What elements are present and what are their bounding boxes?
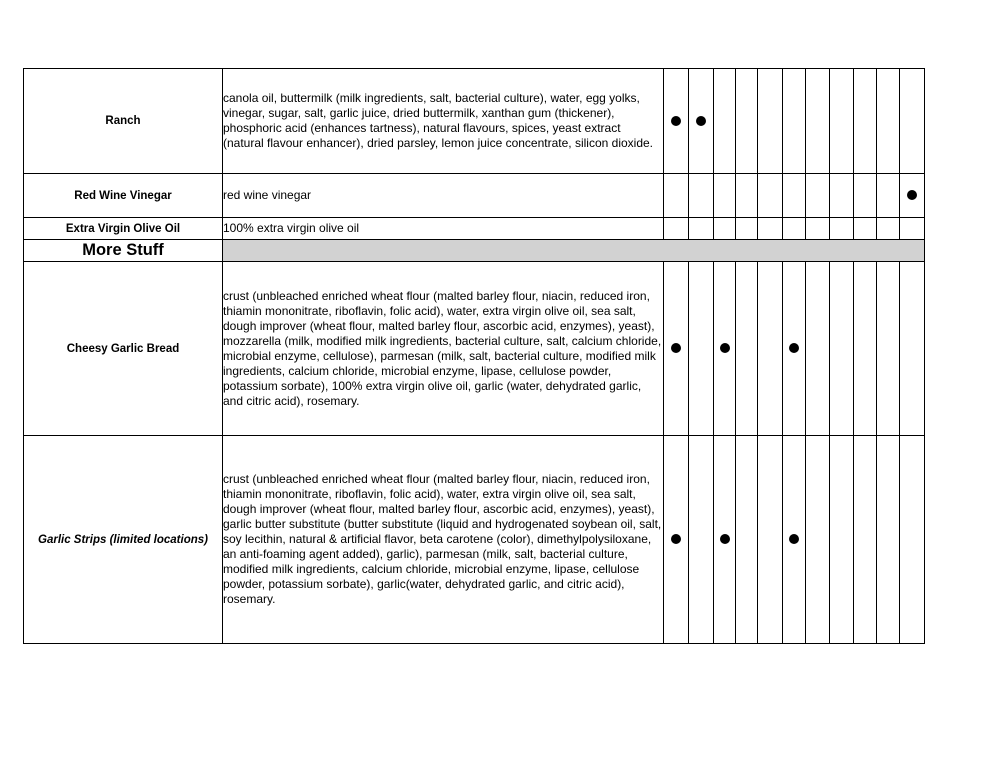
allergen-cell <box>900 69 925 174</box>
allergen-cell <box>689 218 714 240</box>
allergen-cell <box>664 174 689 218</box>
allergen-cell <box>664 69 689 174</box>
allergen-dot-icon <box>671 343 681 353</box>
allergen-cell <box>900 218 925 240</box>
item-name: Extra Virgin Olive Oil <box>24 218 223 240</box>
allergen-dot-icon <box>696 116 706 126</box>
allergen-cell <box>783 174 806 218</box>
item-name: Red Wine Vinegar <box>24 174 223 218</box>
section-header-row <box>24 240 925 262</box>
item-ingredients: crust (unbleached enriched wheat flour (malted barley flour, niacin, reduced iron, thiamin mononitrate, riboflavin, folic acid), water, extra virgin olive oil, sea salt, dough improver (wheat flour, malted barley flour, ascorbic acid, enzymes), yeast), garlic butter substitute (butter substitute (liquid and hydrogenated soybean oil, salt, soy lecithin, natural & artificial flavor, beta carotene (color), dimethylpolysiloxane, an anti-foaming agent added), garlic), parmesan (milk, salt, bacterial culture, modified milk ingredients, calcium chloride, microbial enzyme, lipase, cellulose powder, potassium sorbate), garlic(water, dehydrated garlic, and citric acid), rosemary. <box>223 436 664 644</box>
allergen-cell <box>664 436 689 644</box>
allergen-dot-icon <box>671 534 681 544</box>
allergen-cell <box>854 69 877 174</box>
allergen-cell <box>736 174 758 218</box>
allergen-cell <box>854 174 877 218</box>
allergen-dot-icon <box>789 534 799 544</box>
allergen-cell <box>854 218 877 240</box>
allergen-dot-icon <box>907 190 917 200</box>
item-ingredients: canola oil, buttermilk (milk ingredients, salt, bacterial culture), water, egg yolks, vinegar, sugar, salt, garlic juice, dried buttermilk, xanthan gum (thickener), phosphoric acid (enhances tartness), natural flavours, spices, yeast extract (natural flavour enhancer), dried parsley, lemon juice concentrate, silicon dioxide. <box>223 69 664 174</box>
allergen-cell <box>758 69 783 174</box>
table-row <box>24 436 925 644</box>
allergen-cell <box>664 262 689 436</box>
allergen-cell <box>806 218 830 240</box>
table-row <box>24 262 925 436</box>
table-row <box>24 69 925 174</box>
allergen-cell <box>877 262 900 436</box>
allergen-cell <box>783 69 806 174</box>
allergen-cell <box>783 436 806 644</box>
allergen-cell <box>900 436 925 644</box>
item-ingredients: crust (unbleached enriched wheat flour (malted barley flour, niacin, reduced iron, thiamin mononitrate, riboflavin, folic acid), water, extra virgin olive oil, sea salt, dough improver (wheat flour, malted barley flour, ascorbic acid, enzymes), yeast), mozzarella (milk, modified milk ingredients, bacterial culture, salt, calcium chloride, microbial enzyme, cellulose), parmesan (milk, salt, bacterial culture, modified milk ingredients, calcium chloride, microbial enzyme, lipase, cellulose powder, potassium sorbate), 100% extra virgin olive oil, garlic (water, dehydrated garlic, and citric acid), rosemary. <box>223 262 664 436</box>
allergen-cell <box>900 174 925 218</box>
allergen-cell <box>877 218 900 240</box>
section-fill <box>223 240 925 262</box>
allergen-cell <box>736 436 758 644</box>
allergen-table <box>23 68 925 644</box>
allergen-cell <box>806 69 830 174</box>
allergen-dot-icon <box>720 343 730 353</box>
allergen-cell <box>664 218 689 240</box>
allergen-cell <box>830 436 854 644</box>
allergen-cell <box>830 262 854 436</box>
allergen-cell <box>806 436 830 644</box>
allergen-cell <box>783 262 806 436</box>
allergen-cell <box>714 436 736 644</box>
item-name: Ranch <box>24 69 223 174</box>
allergen-cell <box>714 262 736 436</box>
allergen-cell <box>877 436 900 644</box>
allergen-cell <box>689 69 714 174</box>
allergen-cell <box>854 436 877 644</box>
allergen-cell <box>689 436 714 644</box>
allergen-cell <box>736 262 758 436</box>
item-ingredients: 100% extra virgin olive oil <box>223 218 664 240</box>
allergen-dot-icon <box>789 343 799 353</box>
allergen-cell <box>830 218 854 240</box>
allergen-cell <box>830 174 854 218</box>
allergen-cell <box>736 218 758 240</box>
allergen-cell <box>806 262 830 436</box>
allergen-cell <box>758 262 783 436</box>
allergen-cell <box>689 262 714 436</box>
allergen-cell <box>758 174 783 218</box>
item-name: Cheesy Garlic Bread <box>24 262 223 436</box>
table-row <box>24 174 925 218</box>
allergen-cell <box>736 69 758 174</box>
allergen-cell <box>714 218 736 240</box>
allergen-cell <box>758 436 783 644</box>
table-row <box>24 218 925 240</box>
allergen-cell <box>806 174 830 218</box>
item-ingredients: red wine vinegar <box>223 174 664 218</box>
allergen-cell <box>854 262 877 436</box>
allergen-cell <box>877 69 900 174</box>
allergen-cell <box>714 174 736 218</box>
item-name: Garlic Strips (limited locations) <box>24 436 223 644</box>
allergen-cell <box>900 262 925 436</box>
allergen-cell <box>830 69 854 174</box>
allergen-cell <box>877 174 900 218</box>
allergen-dot-icon <box>720 534 730 544</box>
allergen-cell <box>714 69 736 174</box>
allergen-cell <box>689 174 714 218</box>
allergen-cell <box>783 218 806 240</box>
allergen-cell <box>758 218 783 240</box>
section-title: More Stuff <box>24 240 223 262</box>
allergen-dot-icon <box>671 116 681 126</box>
